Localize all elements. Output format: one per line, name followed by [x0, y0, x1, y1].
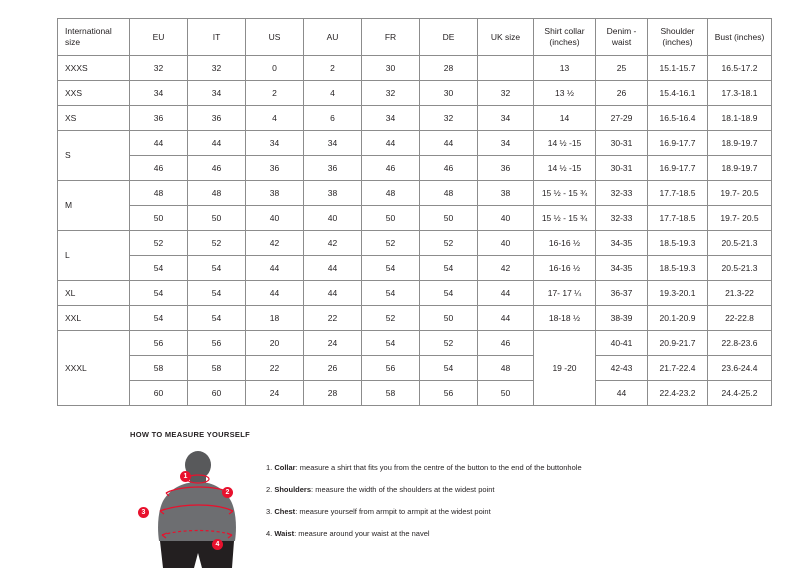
- table-cell: 54: [420, 256, 478, 281]
- how-to-measure-section: [130, 430, 750, 569]
- table-cell: 58: [362, 381, 420, 406]
- column-header-eu: EU: [130, 19, 188, 56]
- table-cell: 48: [362, 181, 420, 206]
- table-cell: 34: [188, 81, 246, 106]
- table-cell: 44: [188, 131, 246, 156]
- instruction-label: Chest: [274, 507, 296, 516]
- table-cell: 46: [188, 156, 246, 181]
- table-cell: 18-18 ½: [534, 306, 596, 331]
- table-cell: 24: [246, 381, 304, 406]
- table-cell: 2: [246, 81, 304, 106]
- table-cell: 32: [362, 81, 420, 106]
- table-cell: 17- 17 ¼: [534, 281, 596, 306]
- how-to-measure-title: HOW TO MEASURE YOURSELF: [130, 430, 250, 439]
- table-cell: 50: [420, 206, 478, 231]
- table-cell: 52: [188, 231, 246, 256]
- measurement-figure: [130, 449, 260, 569]
- column-header-us: US: [246, 19, 304, 56]
- table-cell: 36: [130, 106, 188, 131]
- table-cell: 34: [130, 81, 188, 106]
- table-cell: 34-35: [596, 256, 648, 281]
- table-cell: 4: [246, 106, 304, 131]
- size-chart-table: [57, 18, 772, 406]
- table-cell: 54: [420, 281, 478, 306]
- table-cell: 13: [534, 56, 596, 81]
- table-cell: 16.5-16.4: [648, 106, 708, 131]
- instruction-label: Collar: [274, 463, 296, 472]
- instruction-text: : measure around your waist at the navel: [294, 529, 430, 538]
- table-cell: 20.9-21.7: [648, 331, 708, 356]
- table-cell: 46: [478, 331, 534, 356]
- table-row: [58, 56, 772, 81]
- table-cell: 40: [478, 231, 534, 256]
- table-row: [58, 131, 772, 156]
- table-cell: 40-41: [596, 331, 648, 356]
- table-cell: 27-29: [596, 106, 648, 131]
- table-cell: 6: [304, 106, 362, 131]
- instruction-text: : measure yourself from armpit to armpit at the widest point: [295, 507, 491, 516]
- table-cell: 15 ½ - 15 ¾: [534, 206, 596, 231]
- measurement-instruction-3: [266, 507, 582, 516]
- column-header-uk-size: UK size: [478, 19, 534, 56]
- column-header-international-size: International size: [58, 19, 130, 56]
- table-cell: 44: [130, 131, 188, 156]
- table-cell: 54: [130, 256, 188, 281]
- row-size-label: L: [58, 231, 130, 281]
- table-cell: 20.5-21.3: [708, 231, 772, 256]
- table-cell: 60: [130, 381, 188, 406]
- table-row: [58, 231, 772, 256]
- table-cell: 54: [420, 356, 478, 381]
- torso-diagram-icon: [130, 449, 260, 569]
- table-cell: 34: [478, 106, 534, 131]
- table-cell: 54: [362, 256, 420, 281]
- table-cell: 17.7-18.5: [648, 206, 708, 231]
- table-cell: 34: [246, 131, 304, 156]
- column-header-shoulder: Shoulder (inches): [648, 19, 708, 56]
- table-header: [58, 19, 772, 56]
- table-cell: 54: [188, 306, 246, 331]
- column-header-bust: Bust (inches): [708, 19, 772, 56]
- table-row: [58, 331, 772, 356]
- table-cell: 19.7- 20.5: [708, 181, 772, 206]
- figure-badge-3: 3: [138, 507, 149, 518]
- table-cell: 22-22.8: [708, 306, 772, 331]
- table-cell: 38: [246, 181, 304, 206]
- table-body: [58, 56, 772, 406]
- table-cell: 16-16 ½: [534, 256, 596, 281]
- table-cell: 30-31: [596, 156, 648, 181]
- table-cell: 30-31: [596, 131, 648, 156]
- table-cell: 40: [304, 206, 362, 231]
- table-row: [58, 256, 772, 281]
- table-cell: 54: [188, 256, 246, 281]
- figure-badge-1: 1: [180, 471, 191, 482]
- table-cell: 50: [130, 206, 188, 231]
- table-row: [58, 81, 772, 106]
- table-cell: 54: [188, 281, 246, 306]
- table-cell: 32: [420, 106, 478, 131]
- table-cell: 42-43: [596, 356, 648, 381]
- table-cell: 22.8-23.6: [708, 331, 772, 356]
- table-cell: 30: [420, 81, 478, 106]
- table-cell: 18: [246, 306, 304, 331]
- table-row: [58, 306, 772, 331]
- table-cell: 34: [362, 106, 420, 131]
- table-cell: 20.1-20.9: [648, 306, 708, 331]
- table-cell: 48: [420, 181, 478, 206]
- table-cell: 32-33: [596, 181, 648, 206]
- table-cell: 13 ½: [534, 81, 596, 106]
- table-cell: 19.7- 20.5: [708, 206, 772, 231]
- instruction-text: : measure a shirt that fits you from the centre of the button to the end of the buttonhole: [295, 463, 582, 472]
- table-cell: 48: [130, 181, 188, 206]
- table-cell: 18.5-19.3: [648, 256, 708, 281]
- instruction-number: 1.: [266, 463, 275, 472]
- table-cell: 44: [246, 256, 304, 281]
- instruction-label: Waist: [274, 529, 295, 538]
- instruction-number: 4.: [266, 529, 275, 538]
- table-cell: 60: [188, 381, 246, 406]
- table-cell: [478, 56, 534, 81]
- instruction-number: 2.: [266, 485, 275, 494]
- table-cell: 58: [188, 356, 246, 381]
- table-cell: 50: [420, 306, 478, 331]
- table-cell: 15.1-15.7: [648, 56, 708, 81]
- table-cell: 20: [246, 331, 304, 356]
- table-cell: 19 -20: [534, 331, 596, 406]
- table-row: [58, 206, 772, 231]
- table-cell: 44: [478, 306, 534, 331]
- column-header-fr: FR: [362, 19, 420, 56]
- table-cell: 26: [596, 81, 648, 106]
- table-cell: 22.4-23.2: [648, 381, 708, 406]
- measurement-instruction-4: [266, 529, 582, 538]
- table-cell: 22: [246, 356, 304, 381]
- table-cell: 44: [596, 381, 648, 406]
- table-row: [58, 381, 772, 406]
- row-size-label: XXS: [58, 81, 130, 106]
- table-cell: 32: [188, 56, 246, 81]
- row-size-label: XXXL: [58, 331, 130, 406]
- table-cell: 44: [246, 281, 304, 306]
- table-cell: 50: [478, 381, 534, 406]
- table-cell: 52: [130, 231, 188, 256]
- table-header-row: [58, 19, 772, 56]
- table-cell: 36: [478, 156, 534, 181]
- table-cell: 36-37: [596, 281, 648, 306]
- table-cell: 4: [304, 81, 362, 106]
- table-cell: 56: [130, 331, 188, 356]
- table-cell: 42: [304, 231, 362, 256]
- column-header-denim-waist: Denim - waist: [596, 19, 648, 56]
- table-cell: 52: [420, 231, 478, 256]
- table-cell: 16-16 ½: [534, 231, 596, 256]
- table-cell: 34: [478, 131, 534, 156]
- table-cell: 24: [304, 331, 362, 356]
- table-cell: 46: [362, 156, 420, 181]
- table-cell: 23.6-24.4: [708, 356, 772, 381]
- table-cell: 44: [420, 131, 478, 156]
- table-cell: 14: [534, 106, 596, 131]
- table-cell: 22: [304, 306, 362, 331]
- column-header-it: IT: [188, 19, 246, 56]
- table-cell: 44: [304, 256, 362, 281]
- table-cell: 56: [362, 356, 420, 381]
- table-cell: 15 ½ - 15 ¾: [534, 181, 596, 206]
- instruction-label: Shoulders: [274, 485, 312, 494]
- table-cell: 16.9-17.7: [648, 131, 708, 156]
- table-cell: 32: [478, 81, 534, 106]
- table-cell: 25: [596, 56, 648, 81]
- table-cell: 14 ½ -15: [534, 131, 596, 156]
- table-cell: 17.7-18.5: [648, 181, 708, 206]
- table-cell: 52: [420, 331, 478, 356]
- table-cell: 16.9-17.7: [648, 156, 708, 181]
- measurement-instruction-2: [266, 485, 582, 494]
- table-cell: 36: [246, 156, 304, 181]
- table-cell: 50: [188, 206, 246, 231]
- table-cell: 36: [304, 156, 362, 181]
- table-cell: 21.3-22: [708, 281, 772, 306]
- table-cell: 34: [304, 131, 362, 156]
- row-size-label: XS: [58, 106, 130, 131]
- column-header-au: AU: [304, 19, 362, 56]
- table-cell: 36: [188, 106, 246, 131]
- row-size-label: XL: [58, 281, 130, 306]
- table-cell: 38: [304, 181, 362, 206]
- table-cell: 15.4-16.1: [648, 81, 708, 106]
- measurement-instruction-1: [266, 463, 582, 472]
- table-cell: 54: [130, 306, 188, 331]
- instruction-text: : measure the width of the shoulders at the widest point: [311, 485, 495, 494]
- table-cell: 2: [304, 56, 362, 81]
- table-cell: 32-33: [596, 206, 648, 231]
- table-cell: 48: [188, 181, 246, 206]
- table-cell: 18.5-19.3: [648, 231, 708, 256]
- table-cell: 48: [478, 356, 534, 381]
- table-cell: 54: [130, 281, 188, 306]
- table-cell: 14 ½ -15: [534, 156, 596, 181]
- table-cell: 40: [478, 206, 534, 231]
- table-cell: 30: [362, 56, 420, 81]
- table-cell: 18.9-19.7: [708, 156, 772, 181]
- table-cell: 54: [362, 281, 420, 306]
- table-cell: 38-39: [596, 306, 648, 331]
- table-row: [58, 156, 772, 181]
- table-cell: 28: [420, 56, 478, 81]
- table-cell: 0: [246, 56, 304, 81]
- table-cell: 52: [362, 231, 420, 256]
- table-cell: 18.1-18.9: [708, 106, 772, 131]
- table-cell: 21.7-22.4: [648, 356, 708, 381]
- table-cell: 50: [362, 206, 420, 231]
- table-cell: 18.9-19.7: [708, 131, 772, 156]
- table-cell: 42: [246, 231, 304, 256]
- table-cell: 44: [478, 281, 534, 306]
- table-cell: 58: [130, 356, 188, 381]
- table-cell: 46: [420, 156, 478, 181]
- figure-badge-4: 4: [212, 539, 223, 550]
- table-cell: 26: [304, 356, 362, 381]
- table-cell: 17.3-18.1: [708, 81, 772, 106]
- table-cell: 44: [362, 131, 420, 156]
- table-cell: 20.5-21.3: [708, 256, 772, 281]
- table-cell: 38: [478, 181, 534, 206]
- table-row: [58, 281, 772, 306]
- table-cell: 42: [478, 256, 534, 281]
- measurement-instructions-list: [266, 449, 582, 551]
- row-size-label: S: [58, 131, 130, 181]
- table-cell: 56: [420, 381, 478, 406]
- table-cell: 28: [304, 381, 362, 406]
- table-cell: 19.3-20.1: [648, 281, 708, 306]
- row-size-label: XXXS: [58, 56, 130, 81]
- table-row: [58, 106, 772, 131]
- column-header-shirt-collar: Shirt collar (inches): [534, 19, 596, 56]
- table-cell: 52: [362, 306, 420, 331]
- column-header-de: DE: [420, 19, 478, 56]
- table-cell: 44: [304, 281, 362, 306]
- row-size-label: M: [58, 181, 130, 231]
- table-row: [58, 181, 772, 206]
- instruction-number: 3.: [266, 507, 275, 516]
- row-size-label: XXL: [58, 306, 130, 331]
- table-cell: 24.4-25.2: [708, 381, 772, 406]
- table-cell: 46: [130, 156, 188, 181]
- table-row: [58, 356, 772, 381]
- table-cell: 16.5-17.2: [708, 56, 772, 81]
- table-cell: 54: [362, 331, 420, 356]
- table-cell: 34-35: [596, 231, 648, 256]
- table-cell: 32: [130, 56, 188, 81]
- table-cell: 56: [188, 331, 246, 356]
- table-cell: 40: [246, 206, 304, 231]
- figure-badge-2: 2: [222, 487, 233, 498]
